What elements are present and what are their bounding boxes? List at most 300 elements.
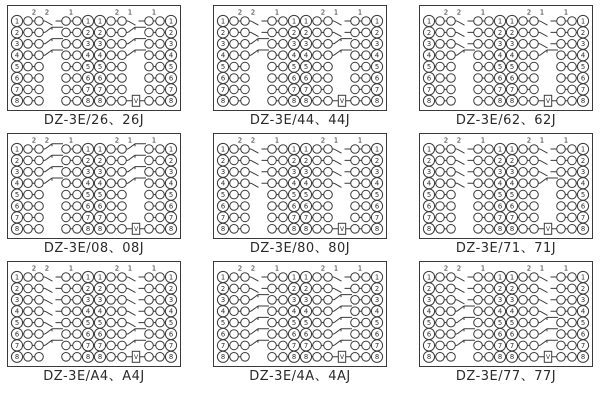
terminal-number: 3: [97, 168, 103, 177]
contact-point-circle: [519, 190, 528, 199]
contact-point-circle: [118, 85, 127, 94]
contact-number-label: 2: [320, 264, 326, 273]
contact-no-blade: [251, 183, 259, 187]
contact-point-circle: [279, 284, 288, 293]
contact-point-circle: [156, 318, 165, 327]
contact-point-circle: [530, 318, 539, 327]
contact-number-label: 1: [480, 136, 486, 145]
contact-no-blade: [128, 277, 136, 281]
terminal-number: 4: [580, 179, 586, 188]
contact-point-circle: [118, 145, 127, 154]
terminal-number: 4: [374, 179, 380, 188]
contact-point-circle: [279, 145, 288, 154]
contact-point-circle: [62, 273, 71, 282]
terminal-number: 4: [14, 179, 20, 188]
contact-point-circle: [351, 179, 360, 188]
contact-point-circle: [313, 145, 322, 154]
terminal-number: 8: [291, 353, 297, 362]
contact-point-circle: [362, 145, 371, 154]
contact-number-label: 1: [68, 8, 74, 17]
contact-nc-blade: [540, 317, 558, 322]
contact-point-circle: [351, 213, 360, 222]
contact-point-circle: [156, 225, 165, 234]
terminal-number: 6: [220, 202, 226, 211]
contact-point-circle: [118, 273, 127, 282]
contact-point-circle: [362, 156, 371, 165]
contact-point-circle: [519, 353, 528, 362]
terminal-number: 4: [85, 307, 91, 316]
contact-point-circle: [557, 296, 566, 305]
contact-point-circle: [530, 213, 539, 222]
contact-no-blade: [45, 277, 53, 281]
terminal-number: 7: [303, 85, 309, 94]
contact-point-circle: [156, 74, 165, 83]
contact-number-label: 2: [320, 136, 326, 145]
contact-point-circle: [436, 341, 445, 350]
terminal-number: 5: [220, 63, 226, 71]
contact-number-label: 2: [44, 8, 50, 17]
contact-no-blade: [128, 300, 136, 304]
contact-no-blade: [457, 21, 465, 25]
contact-point-circle: [324, 51, 333, 60]
contact-point-circle: [519, 179, 528, 188]
contact-no-blade: [457, 172, 465, 176]
contact-point-circle: [107, 40, 116, 49]
contact-no-blade: [540, 288, 548, 292]
contact-point-circle: [145, 202, 154, 211]
terminal-number: 2: [509, 156, 515, 165]
terminal-number: 1: [497, 17, 503, 26]
terminal-number: 2: [168, 284, 174, 293]
contact-point-circle: [362, 62, 371, 71]
terminal-number: 4: [497, 51, 503, 60]
terminal-number: 1: [426, 145, 432, 154]
contact-point-circle: [351, 353, 360, 362]
terminal-number: 2: [97, 28, 103, 37]
contact-point-circle: [485, 51, 494, 60]
terminal-number: 1: [291, 17, 297, 26]
contact-point-circle: [230, 341, 239, 350]
contact-point-circle: [118, 202, 127, 211]
diagram-cell: [210, 133, 390, 259]
contact-point-circle: [156, 273, 165, 282]
terminal-number: 5: [374, 63, 380, 71]
contact-no-blade: [457, 288, 465, 292]
contact-number-label: 1: [333, 264, 339, 273]
contact-point-circle: [568, 156, 577, 165]
contact-point-circle: [324, 353, 333, 362]
contact-point-circle: [118, 179, 127, 188]
contact-point-circle: [73, 145, 82, 154]
terminal-number: 3: [14, 40, 20, 49]
terminal-number: 7: [426, 341, 432, 350]
contact-point-circle: [279, 307, 288, 316]
contact-point-circle: [313, 97, 322, 106]
contact-point-circle: [557, 168, 566, 177]
contact-point-circle: [62, 225, 71, 234]
contact-point-circle: [351, 284, 360, 293]
terminal-number: 3: [220, 168, 226, 177]
contact-point-circle: [313, 179, 322, 188]
contact-no-blade: [128, 21, 136, 25]
contact-point-circle: [107, 225, 116, 234]
terminal-number: 5: [168, 319, 174, 327]
contact-nc-blade: [334, 39, 352, 44]
contact-point-circle: [362, 17, 371, 26]
terminal-number: 6: [580, 330, 586, 339]
terminal-number: 3: [14, 168, 20, 177]
terminal-number: 1: [580, 17, 586, 26]
contact-number-label: 2: [114, 264, 120, 273]
relay-wiring-panel: [213, 261, 387, 367]
contact-point-circle: [447, 341, 456, 350]
contact-point-circle: [145, 97, 154, 106]
terminal-number: 6: [97, 202, 103, 211]
contact-point-circle: [530, 168, 539, 177]
contact-point-circle: [530, 17, 539, 26]
contact-point-circle: [268, 318, 277, 327]
contact-point-circle: [557, 225, 566, 234]
contact-point-circle: [230, 213, 239, 222]
terminal-number: 3: [303, 40, 309, 49]
contact-point-circle: [24, 62, 33, 71]
contact-nc-blade: [128, 329, 146, 334]
contact-point-circle: [107, 74, 116, 83]
terminal-number: 1: [509, 17, 515, 26]
terminal-number: 5: [14, 319, 20, 327]
contact-nc-blade: [128, 167, 146, 172]
contact-point-circle: [230, 28, 239, 37]
contact-point-circle: [568, 97, 577, 106]
contact-point-circle: [156, 156, 165, 165]
contact-point-circle: [156, 353, 165, 362]
contact-point-circle: [351, 156, 360, 165]
contact-point-circle: [519, 145, 528, 154]
contact-point-circle: [35, 85, 44, 94]
contact-point-circle: [530, 97, 539, 106]
contact-point-circle: [474, 40, 483, 49]
terminal-number: 8: [220, 225, 226, 234]
contact-point-circle: [145, 330, 154, 339]
contact-point-circle: [568, 284, 577, 293]
terminal-number: 2: [97, 284, 103, 293]
terminal-number: 5: [291, 63, 297, 71]
diagram-cell: [416, 133, 596, 259]
terminal-number: 4: [303, 179, 309, 188]
contact-point-circle: [73, 307, 82, 316]
contact-point-circle: [279, 168, 288, 177]
contact-point-circle: [35, 51, 44, 60]
contact-no-blade: [128, 288, 136, 292]
contact-no-blade: [45, 311, 53, 315]
contact-point-circle: [279, 318, 288, 327]
coil-voltage-label: V: [545, 354, 551, 362]
contact-point-circle: [279, 179, 288, 188]
terminal-number: 7: [509, 85, 515, 94]
contact-point-circle: [519, 97, 528, 106]
terminal-number: 2: [291, 28, 297, 37]
terminal-number: 2: [303, 28, 309, 37]
contact-point-circle: [362, 330, 371, 339]
contact-point-circle: [362, 74, 371, 83]
terminal-number: 2: [303, 284, 309, 293]
contact-nc-blade: [128, 144, 146, 149]
contact-point-circle: [107, 341, 116, 350]
terminal-number: 5: [374, 191, 380, 199]
contact-point-circle: [324, 273, 333, 282]
contact-point-circle: [118, 28, 127, 37]
terminal-number: 3: [291, 296, 297, 305]
contact-point-circle: [313, 74, 322, 83]
contact-point-circle: [35, 318, 44, 327]
terminal-number: 3: [291, 168, 297, 177]
contact-point-circle: [313, 17, 322, 26]
contact-point-circle: [530, 145, 539, 154]
contact-point-circle: [557, 330, 566, 339]
terminal-number: 8: [168, 225, 174, 234]
contact-point-circle: [145, 51, 154, 60]
contact-point-circle: [313, 202, 322, 211]
contact-point-circle: [241, 51, 250, 60]
contact-point-circle: [118, 213, 127, 222]
terminal-number: 5: [291, 191, 297, 199]
contact-point-circle: [62, 145, 71, 154]
contact-point-circle: [62, 97, 71, 106]
contact-point-circle: [156, 341, 165, 350]
contact-point-circle: [73, 296, 82, 305]
contact-point-circle: [447, 213, 456, 222]
contact-point-circle: [107, 179, 116, 188]
contact-point-circle: [557, 145, 566, 154]
contact-no-blade: [540, 277, 548, 281]
contact-point-circle: [351, 225, 360, 234]
terminal-number: 6: [168, 330, 174, 339]
contact-point-circle: [268, 273, 277, 282]
terminal-number: 3: [497, 168, 503, 177]
terminal-number: 1: [85, 273, 91, 282]
contact-point-circle: [324, 168, 333, 177]
contact-point-circle: [557, 74, 566, 83]
terminal-number: 8: [303, 353, 309, 362]
contact-point-circle: [62, 296, 71, 305]
terminal-number: 4: [291, 179, 297, 188]
contact-point-circle: [73, 353, 82, 362]
terminal-number: 4: [97, 51, 103, 60]
contact-point-circle: [268, 168, 277, 177]
contact-point-circle: [474, 353, 483, 362]
terminal-number: 5: [220, 319, 226, 327]
contact-number-label: 2: [250, 136, 256, 145]
contact-point-circle: [474, 156, 483, 165]
contact-point-circle: [156, 296, 165, 305]
coil-voltage-label: V: [133, 98, 139, 106]
contact-point-circle: [447, 17, 456, 26]
contact-point-circle: [35, 202, 44, 211]
terminal-number: 4: [509, 307, 515, 316]
contact-number-label: 2: [114, 136, 120, 145]
contact-nc-blade: [334, 50, 352, 55]
contact-no-blade: [45, 323, 53, 327]
contact-point-circle: [351, 341, 360, 350]
contact-point-circle: [485, 74, 494, 83]
relay-wiring-panel: [419, 5, 593, 111]
contact-point-circle: [107, 307, 116, 316]
diagram-cell: [4, 261, 184, 387]
contact-point-circle: [530, 202, 539, 211]
terminal-number: 6: [426, 330, 432, 339]
terminal-number: 4: [291, 51, 297, 60]
contact-point-circle: [118, 40, 127, 49]
contact-point-circle: [62, 28, 71, 37]
contact-point-circle: [62, 284, 71, 293]
contact-point-circle: [324, 318, 333, 327]
contact-point-circle: [313, 353, 322, 362]
contact-number-label: 2: [237, 8, 243, 17]
contact-point-circle: [313, 213, 322, 222]
contact-point-circle: [436, 62, 445, 71]
contact-point-circle: [24, 225, 33, 234]
contact-point-circle: [362, 85, 371, 94]
contact-no-blade: [457, 32, 465, 36]
terminal-number: 3: [497, 296, 503, 305]
terminal-number: 6: [303, 330, 309, 339]
contact-point-circle: [568, 40, 577, 49]
contact-point-circle: [62, 168, 71, 177]
contact-point-circle: [362, 40, 371, 49]
contact-nc-blade: [457, 306, 475, 311]
diagram-cell: [210, 261, 390, 387]
terminal-number: 5: [497, 191, 503, 199]
contact-point-circle: [313, 296, 322, 305]
contact-point-circle: [24, 74, 33, 83]
contact-point-circle: [519, 62, 528, 71]
terminal-number: 3: [85, 168, 91, 177]
contact-point-circle: [324, 190, 333, 199]
contact-point-circle: [145, 74, 154, 83]
contact-point-circle: [324, 284, 333, 293]
contact-point-circle: [118, 353, 127, 362]
terminal-number: 4: [509, 51, 515, 60]
contact-point-circle: [62, 330, 71, 339]
contact-point-circle: [519, 225, 528, 234]
terminal-number: 6: [85, 330, 91, 339]
terminal-number: 2: [168, 28, 174, 37]
contact-point-circle: [351, 74, 360, 83]
terminal-number: 1: [426, 17, 432, 26]
contact-point-circle: [156, 51, 165, 60]
terminal-number: 1: [497, 273, 503, 282]
contact-number-label: 1: [127, 264, 133, 273]
contact-nc-blade: [45, 27, 63, 32]
contact-point-circle: [241, 330, 250, 339]
contact-point-circle: [324, 179, 333, 188]
contact-number-label: 1: [539, 8, 545, 17]
terminal-number: 8: [426, 97, 432, 106]
contact-point-circle: [557, 273, 566, 282]
contact-point-circle: [557, 85, 566, 94]
contact-point-circle: [62, 74, 71, 83]
contact-point-circle: [241, 97, 250, 106]
terminal-number: 4: [426, 179, 432, 188]
contact-point-circle: [145, 353, 154, 362]
contact-point-circle: [241, 190, 250, 199]
contact-no-blade: [45, 21, 53, 25]
contact-point-circle: [268, 17, 277, 26]
contact-point-circle: [24, 17, 33, 26]
contact-point-circle: [436, 190, 445, 199]
contact-point-circle: [474, 17, 483, 26]
terminal-number: 2: [85, 284, 91, 293]
terminal-number: 1: [14, 17, 20, 26]
contact-point-circle: [436, 168, 445, 177]
panel-caption: DZ-3E/08、08J: [43, 241, 145, 256]
contact-point-circle: [62, 17, 71, 26]
contact-point-circle: [35, 97, 44, 106]
contact-point-circle: [568, 85, 577, 94]
contact-point-circle: [313, 168, 322, 177]
terminal-number: 2: [580, 284, 586, 293]
contact-point-circle: [230, 284, 239, 293]
terminal-number: 2: [497, 284, 503, 293]
contact-point-circle: [62, 40, 71, 49]
contact-nc-blade: [251, 317, 269, 322]
contact-point-circle: [436, 213, 445, 222]
contact-point-circle: [557, 284, 566, 293]
contact-point-circle: [530, 190, 539, 199]
contact-point-circle: [156, 330, 165, 339]
contact-number-label: 2: [237, 264, 243, 273]
terminal-number: 7: [497, 341, 503, 350]
contact-point-circle: [241, 225, 250, 234]
contact-point-circle: [24, 273, 33, 282]
contact-point-circle: [436, 202, 445, 211]
terminal-number: 5: [426, 63, 432, 71]
contact-point-circle: [107, 51, 116, 60]
contact-point-circle: [107, 85, 116, 94]
contact-number-label: 2: [44, 264, 50, 273]
contact-point-circle: [436, 28, 445, 37]
terminal-number: 8: [14, 353, 20, 362]
contact-point-circle: [324, 62, 333, 71]
contact-point-circle: [268, 156, 277, 165]
terminal-number: 4: [303, 51, 309, 60]
contact-point-circle: [24, 213, 33, 222]
contact-point-circle: [73, 28, 82, 37]
contact-point-circle: [530, 179, 539, 188]
terminal-number: 7: [374, 213, 380, 222]
terminal-number: 7: [580, 85, 586, 94]
contact-point-circle: [268, 330, 277, 339]
contact-nc-blade: [45, 167, 63, 172]
contact-no-blade: [457, 300, 465, 304]
contact-point-circle: [447, 85, 456, 94]
contact-number-label: 1: [563, 8, 569, 17]
contact-point-circle: [230, 156, 239, 165]
contact-number-label: 2: [31, 8, 37, 17]
terminal-number: 8: [580, 225, 586, 234]
contact-point-circle: [156, 85, 165, 94]
contact-point-circle: [145, 40, 154, 49]
contact-nc-blade: [45, 39, 63, 44]
terminal-number: 7: [85, 341, 91, 350]
contact-point-circle: [485, 85, 494, 94]
terminal-number: 7: [303, 341, 309, 350]
contact-number-label: 1: [539, 264, 545, 273]
terminal-number: 2: [374, 28, 380, 37]
terminal-number: 1: [97, 273, 103, 282]
contact-point-circle: [362, 225, 371, 234]
contact-point-circle: [485, 353, 494, 362]
